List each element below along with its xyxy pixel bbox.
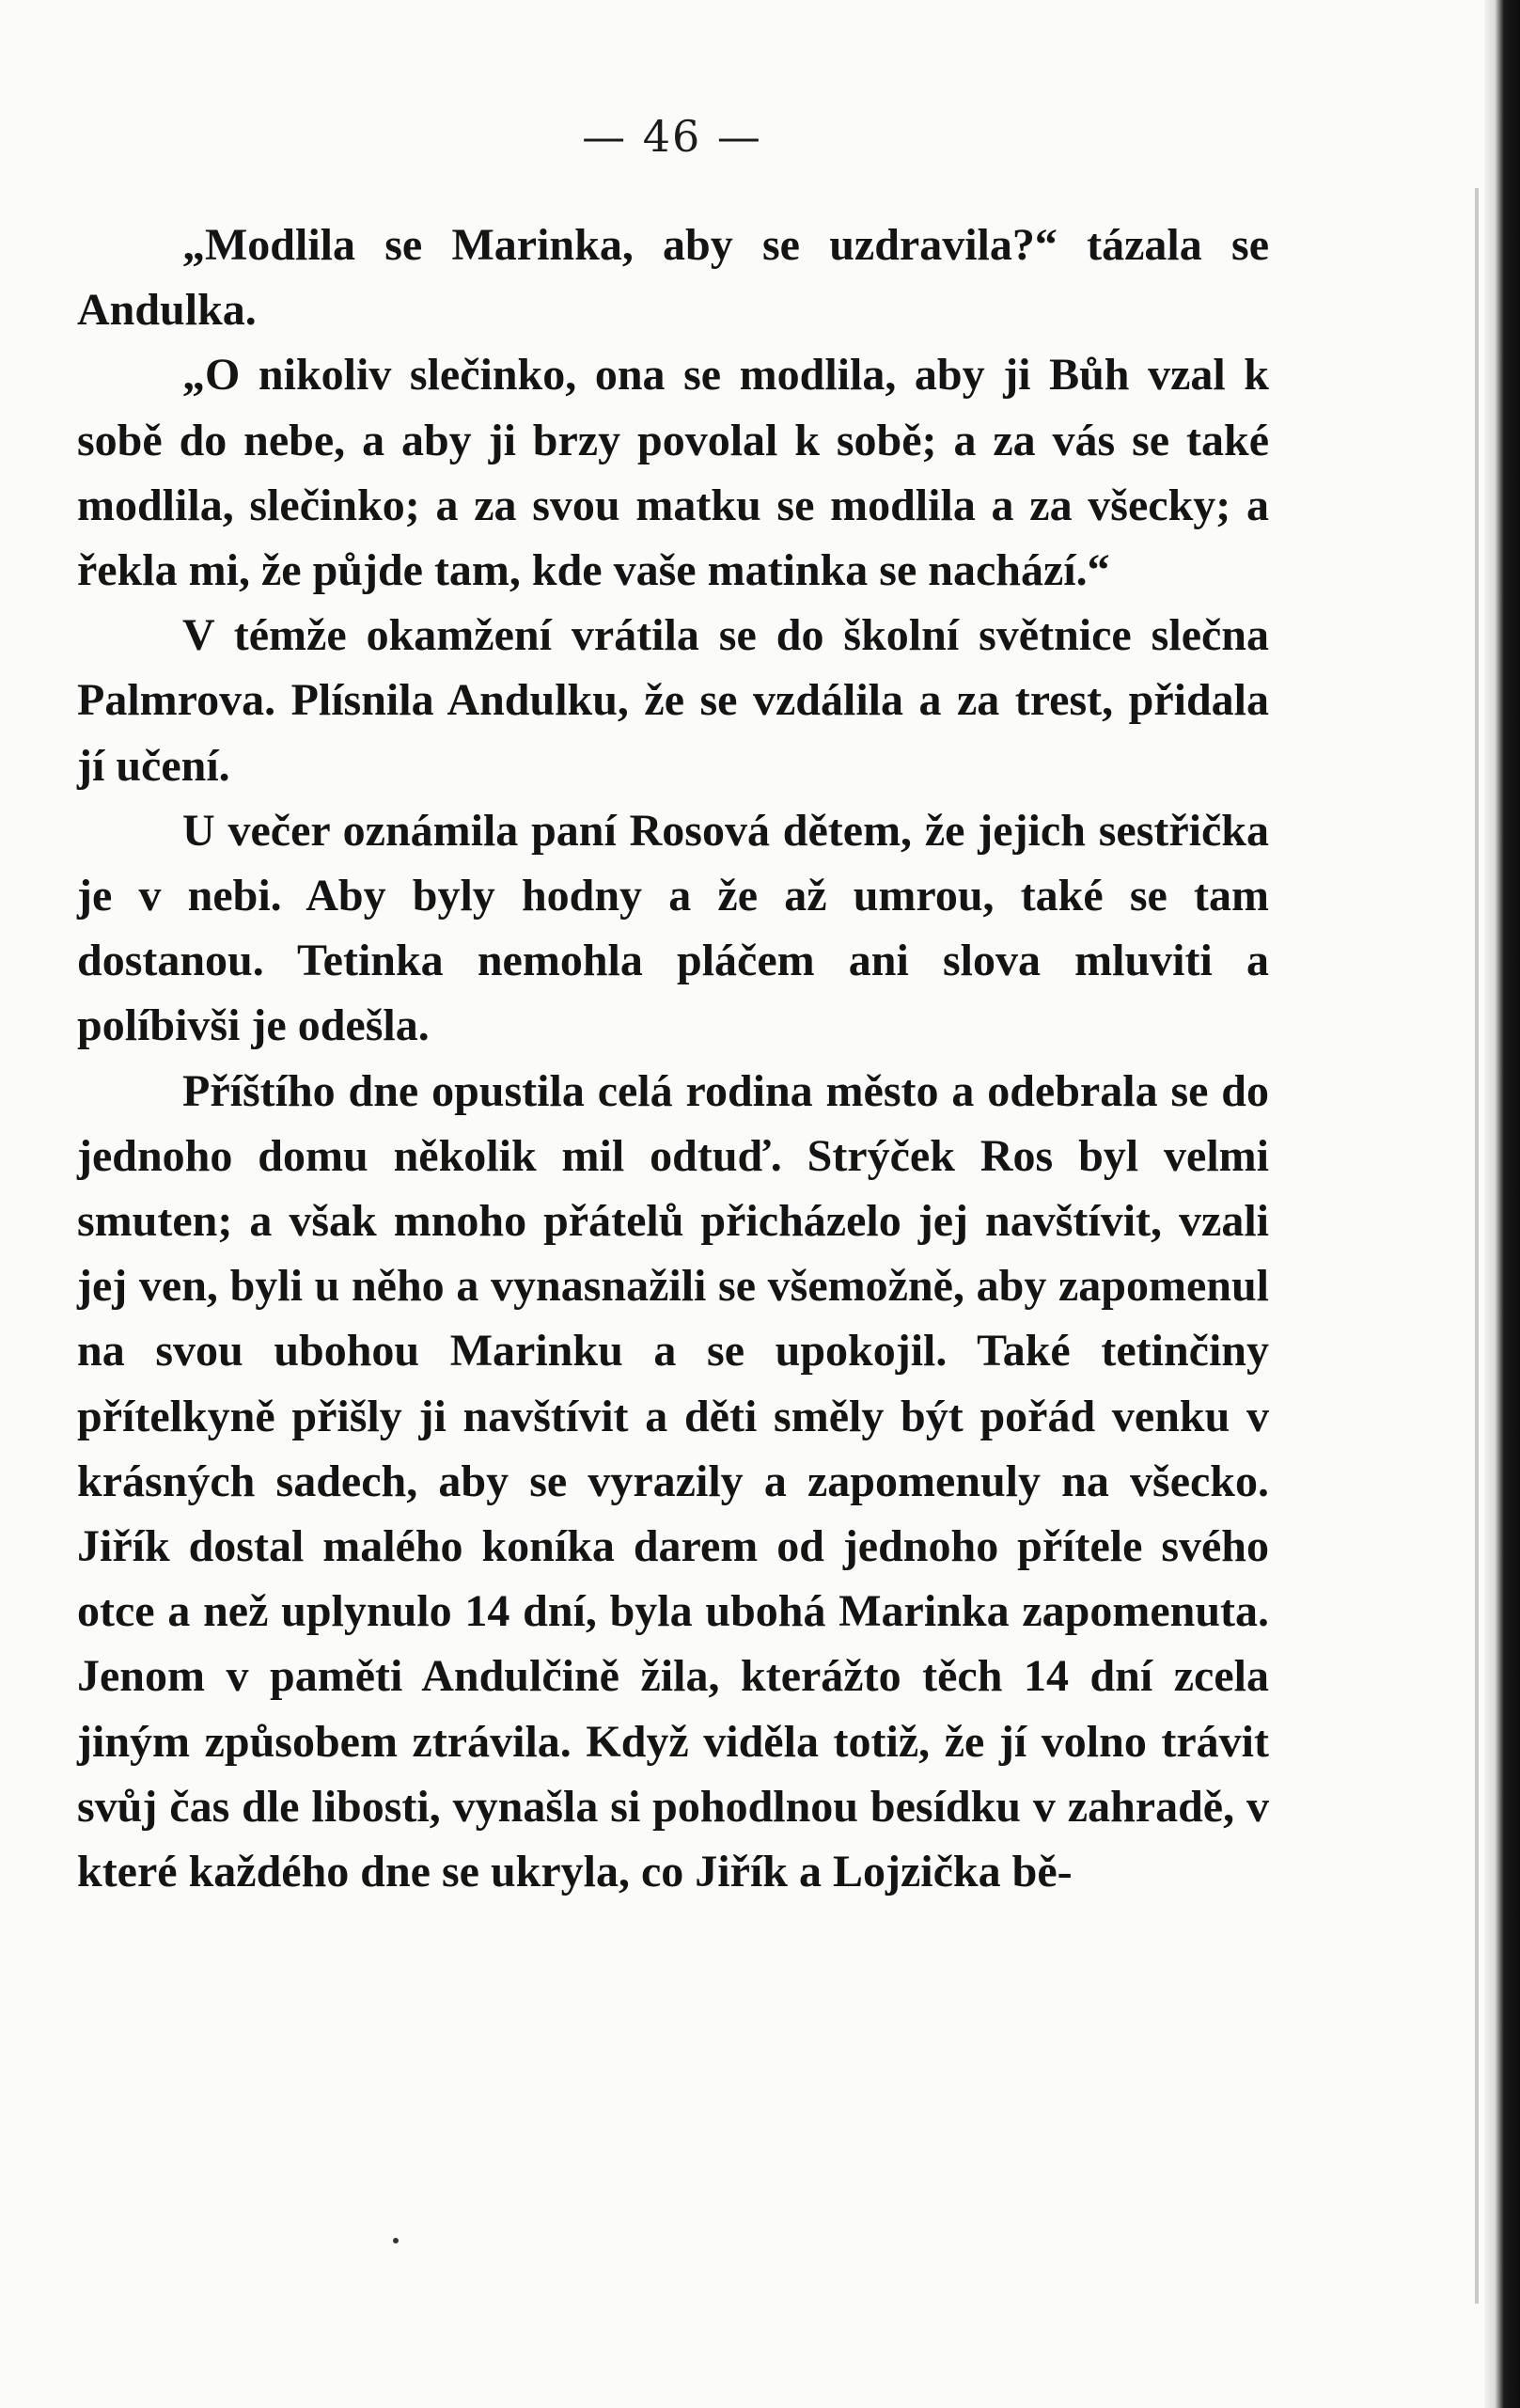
- paragraph-1: „Modlila se Marinka, aby se uzdravila?“ tázala se Andulka.: [77, 220, 1269, 336]
- paragraph-4: U večer oznámila paní Rosová dětem, že jejich sestřička je v nebi. Aby byly hodny a že až umrou, také se tam dostanou. Tetinka nemohla pláčem ani slova mluviti a políbivši je odešla.: [77, 805, 1269, 1051]
- ink-speck: [393, 2238, 399, 2243]
- body-text: [77, 212, 1269, 1904]
- binding-edge: [1484, 0, 1520, 2408]
- paragraph-2: „O nikoliv slečinko, ona se modlila, aby ji Bůh vzal k sobě do nebe, a aby ji brzy povolal k sobě; a za vás se také modlila, slečinko; a za svou matku se modlila a za všecky; a řekla mi, že půjde tam, kde vaše matinka se nachází.“: [77, 350, 1269, 596]
- page-number: — 46 —: [582, 111, 762, 162]
- paragraph-5: Příštího dne opustila celá rodina město a odebrala se do jednoho domu několik mil odtuď. Strýček Ros byl velmi smuten; a však mnoho přátelů přicházelo jej navštívit, vzali jej ven, byli u něho a vynasnažili se všemožně, aby zapomenul na svou ubohou Marinku a se upokojil. Také tetinčiny přítelkyně přišly ji navštívit a děti směly být pořád venku v krásných sadech, aby se vyrazily a zapomenuly na všecko. Jiřík dostal malého koníka darem od jednoho přítele svého otce a než uplynulo 14 dní, byla ubohá Marinka zapomenuta. Jenom v paměti Andulčině žila, kterážto těch 14 dní zcela jiným způsobem ztrávila. Když viděla totiž, že jí volno trávit svůj čas dle libosti, vynašla si pohodlnou besídku v zahradě, v které každého dne se ukryla, co Jiřík a Lojzička bě-: [77, 1065, 1269, 1897]
- paragraph-3: V témže okamžení vrátila se do školní světnice slečna Palmrova. Plísnila Andulku, že se vzdálila a za trest, přidala jí učení.: [77, 610, 1269, 791]
- page-edge-shadow: [1475, 188, 1479, 2304]
